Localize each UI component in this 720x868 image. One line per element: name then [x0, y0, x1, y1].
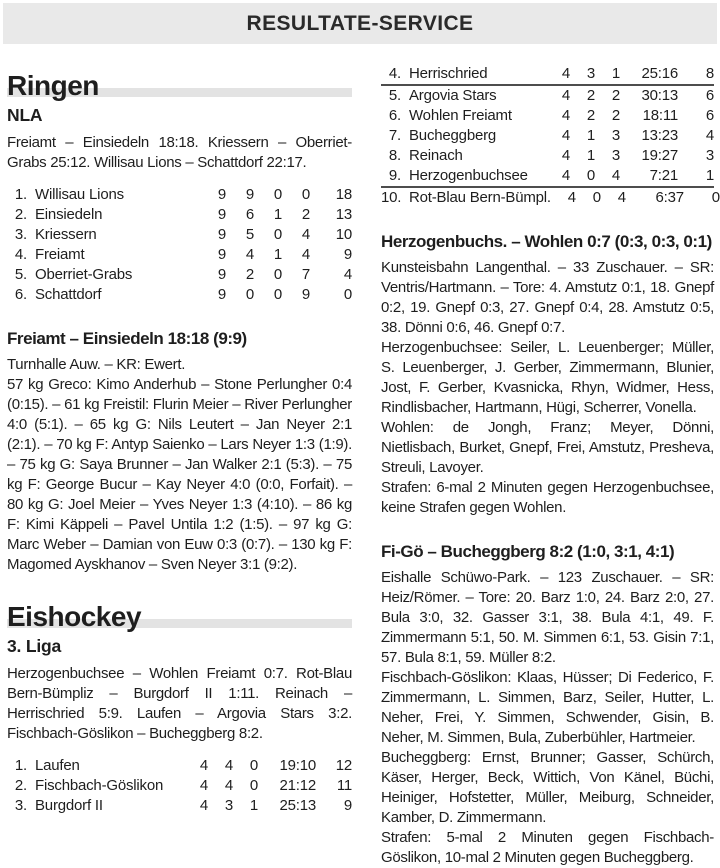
games-cell: 4 [561, 167, 570, 184]
team-cell: Reinach [409, 147, 463, 164]
lineup-away-text: Wohlen: de Jongh, Franz; Meyer, Dönni, Nietlisbach, Burket, Gnepf, Frei, Amstutz, Presheva, Streuli, Lavoyer. [381, 419, 714, 476]
match-venue-line: Turnhalle Auw. – KR: Ewert. [7, 356, 186, 373]
points-cell: 0 [711, 189, 720, 206]
standings-row [381, 146, 714, 166]
games-cell: 9 [217, 226, 226, 243]
losses-cell: 3 [611, 127, 620, 144]
league-label-3-liga: 3. Liga [7, 636, 62, 656]
wins-cell: 5 [245, 226, 254, 243]
team-cell: Oberriet-Grabs [35, 266, 133, 283]
standings-row [381, 64, 714, 86]
points-cell: 18 [335, 186, 352, 203]
points-cell: 4 [705, 127, 714, 144]
standings-row [381, 188, 720, 208]
rank-cell: 3. [14, 226, 27, 243]
standings-row [7, 245, 352, 265]
games-cell: 4 [199, 757, 208, 774]
lineup-home-text: Fischbach-Göslikon: Klaas, Hüsser; Di Federico, F. Zimmermann, L. Simmen, Barz, Seiler, Hutter, L. Neher, Frei, Y. Simmen, Schwender, Gisin, B. Neher, M. Simmen, Bula, Zuberbühler, Hartmeier. [381, 669, 714, 746]
team-cell: Einsiedeln [35, 206, 103, 223]
wins-cell: 1 [586, 147, 595, 164]
team-cell: Herrischried [409, 65, 488, 82]
points-cell: 11 [336, 777, 352, 794]
standings-row [381, 106, 714, 126]
wins-cell: 6 [245, 206, 254, 223]
points-cell: 6 [705, 87, 714, 104]
team-cell: Schattdorf [35, 286, 102, 303]
league-label-nla: NLA [7, 105, 43, 125]
section-heading-eishockey [7, 601, 352, 633]
wins-cell: 0 [592, 189, 601, 206]
goals-cell: 7:21 [649, 167, 678, 184]
games-cell: 4 [567, 189, 576, 206]
rank-cell: 1. [14, 186, 27, 203]
draws-cell: 1 [273, 246, 282, 263]
section-title-ringen: Ringen [7, 70, 99, 101]
right-column [381, 44, 720, 868]
games-cell: 9 [217, 266, 226, 283]
goals-cell: 19:10 [279, 757, 316, 774]
standings-row [7, 796, 352, 816]
games-cell: 9 [217, 246, 226, 263]
losses-cell: 4 [611, 167, 620, 184]
games-cell: 4 [561, 127, 570, 144]
team-cell: Wohlen Freiamt [409, 107, 512, 124]
team-cell: Fischbach-Göslikon [35, 777, 164, 794]
eishockey-standings-table-bottom [381, 64, 720, 208]
wins-cell: 1 [586, 127, 595, 144]
points-cell: 4 [343, 266, 352, 283]
losses-cell: 0 [301, 186, 310, 203]
match-report-title: Freiamt – Einsiedeln 18:18 (9:9) [7, 329, 247, 348]
section-heading-ringen [7, 70, 352, 102]
draws-cell: 0 [273, 186, 282, 203]
goals-cell: 25:13 [279, 797, 316, 814]
goals-cell: 25:16 [641, 65, 678, 82]
draws-cell: 1 [273, 206, 282, 223]
losses-cell: 0 [249, 777, 258, 794]
standings-row [7, 265, 352, 285]
goals-cell: 21:12 [279, 777, 316, 794]
team-cell: Argovia Stars [409, 87, 497, 104]
rank-cell: 2. [14, 206, 27, 223]
team-cell: Freiamt [35, 246, 85, 263]
losses-cell: 2 [611, 87, 620, 104]
losses-cell: 4 [301, 226, 310, 243]
rank-cell: 5. [14, 266, 27, 283]
eishockey-results-summary: Herzogenbuchsee – Wohlen Freiamt 0:7. Rot-Blau Bern-Bümpliz – Burgdorf II 1:11. Reinach – Herrischried 5:9. Laufen – Argovia Stars 3:2. Fischbach-Göslikon – Bucheggberg 8:2. [7, 665, 352, 742]
games-cell: 9 [217, 206, 226, 223]
games-cell: 9 [217, 286, 226, 303]
losses-cell: 4 [301, 246, 310, 263]
draws-cell: 0 [273, 266, 282, 283]
games-cell: 4 [561, 65, 570, 82]
results-service-banner [3, 3, 717, 44]
lineup-away-text: Bucheggberg: Ernst, Brunner; Gasser, Schürch, Käser, Herger, Beck, Wittich, Von Känel, Büchi, Heiniger, Hofstetter, Müller, Meiburg, Schneider, Kamber, D. Zimmermann. [381, 749, 714, 826]
match-report-title: Fi-Gö – Bucheggberg 8:2 (1:0, 3:1, 4:1) [381, 542, 675, 561]
newspaper-results-page [0, 3, 720, 868]
games-cell: 9 [217, 186, 226, 203]
games-cell: 4 [561, 147, 570, 164]
goals-cell: 13:23 [641, 127, 678, 144]
points-cell: 6 [705, 107, 714, 124]
standings-row [7, 285, 352, 305]
ringen-results-summary: Freiamt – Einsiedeln 18:18. Kriessern – Oberriet-Grabs 25:12. Willisau Lions – Schattdorf 22:17. [7, 134, 352, 171]
losses-cell: 2 [301, 206, 310, 223]
points-cell: 8 [705, 65, 714, 82]
match-report-herzogenbuchsee-wohlen [381, 231, 714, 518]
points-cell: 9 [343, 797, 352, 814]
rank-cell: 7. [388, 127, 401, 144]
team-cell: Herzogenbuchsee [409, 167, 528, 184]
team-cell: Willisau Lions [35, 186, 124, 203]
team-cell: Burgdorf II [35, 797, 103, 814]
goals-cell: 30:13 [641, 87, 678, 104]
standings-row [381, 86, 714, 106]
goals-cell: 19:27 [641, 147, 678, 164]
wins-cell: 3 [224, 797, 233, 814]
games-cell: 4 [561, 87, 570, 104]
rank-cell: 4. [388, 65, 401, 82]
losses-cell: 1 [249, 797, 258, 814]
standings-row [7, 776, 352, 796]
wins-cell: 9 [245, 186, 254, 203]
wins-cell: 3 [586, 65, 595, 82]
match-report-figoe-bucheggberg [381, 541, 714, 868]
wins-cell: 2 [586, 107, 595, 124]
rank-cell: 3. [14, 797, 27, 814]
wins-cell: 0 [586, 167, 595, 184]
ringen-match-report [7, 328, 352, 575]
rank-cell: 4. [14, 246, 27, 263]
rank-cell: 1. [14, 757, 27, 774]
standings-row [7, 225, 352, 245]
left-column [7, 44, 352, 868]
wins-cell: 0 [245, 286, 254, 303]
standings-row [7, 205, 352, 225]
standings-row [381, 126, 714, 146]
team-cell: Kriessern [35, 226, 97, 243]
points-cell: 1 [705, 167, 714, 184]
games-cell: 4 [561, 107, 570, 124]
rank-cell: 9. [388, 167, 401, 184]
losses-cell: 4 [617, 189, 626, 206]
losses-cell: 2 [611, 107, 620, 124]
rank-cell: 6. [388, 107, 401, 124]
losses-cell: 1 [611, 65, 620, 82]
goals-cell: 6:37 [655, 189, 684, 206]
standings-row [7, 185, 352, 205]
lineup-home-text: Herzogenbuchsee: Seiler, L. Leuenberger; Müller, S. Leuenberger, J. Gerber, Zimmermann, Blunier, Jost, F. Gerber, Kvasnicka, Rhyn, Widmer, Hess, Rindlisbacher, Hartmann, Hügi, Scherrer, Vonella. [381, 339, 714, 416]
standings-row [7, 756, 352, 776]
losses-cell: 7 [301, 266, 310, 283]
points-cell: 9 [343, 246, 352, 263]
points-cell: 0 [343, 286, 352, 303]
content-columns [0, 44, 720, 868]
losses-cell: 0 [249, 757, 258, 774]
goals-cell: 18:11 [642, 107, 678, 124]
rank-cell: 10. [381, 189, 402, 206]
points-cell: 13 [335, 206, 352, 223]
banner-title: RESULTATE-SERVICE [246, 11, 474, 35]
draws-cell: 0 [273, 226, 282, 243]
wins-cell: 4 [245, 246, 254, 263]
wins-cell: 4 [224, 777, 233, 794]
penalties-text: Strafen: 5-mal 2 Minuten gegen Fischbach-Göslikon, 10-mal 2 Minuten gegen Bucheggberg. [381, 829, 714, 866]
match-details-text: Kunsteisbahn Langenthal. – 33 Zuschauer. – SR: Ventris/Hartmann. – Tore: 4. Amstutz 0:1, 18. Gnepf 0:2, 19. Gnepf 0:3, 27. Gnepf 0:4, 28. Amstutz 0:5, 38. Dönni 0:6, 46. Gnepf 0:7. [381, 259, 714, 336]
wins-cell: 4 [224, 757, 233, 774]
match-bouts-text: 57 kg Greco: Kimo Anderhub – Stone Perlungher 0:4 (0:15). – 61 kg Freistil: Flurin Meier – River Perlungher 4:0 (5:1). – 65 kg G: Nils Leutert – Jan Neyer 2:1 (2:1). – 70 kg F: Antyp Saienko – Lars Neyer 1:3 (1:9). – 75 kg G: Saya Brunner – Jan Walker 2:1 (5:3). – 75 kg F: George Bucur – Kay Neyer 4:0 (0:0, Forfait). – 80 kg G: Joel Meier – Yves Neyer 1:3 (4:10). – 86 kg F: Kimi Käppeli – Pavel Untila 1:2 (1:5). – 97 kg G: Marc Weber – Damian von Euw 0:3 (0:7). – 130 kg F: Magomed Ayskhanov – Sven Neyer 3:1 (9:2). [7, 376, 352, 573]
points-cell: 10 [335, 226, 352, 243]
ringen-standings-table [7, 185, 352, 305]
wins-cell: 2 [245, 266, 254, 283]
team-cell: Rot-Blau Bern-Bümpl. [409, 189, 551, 206]
section-title-eishockey: Eishockey [7, 601, 142, 632]
rank-cell: 2. [14, 777, 27, 794]
rank-cell: 5. [388, 87, 401, 104]
games-cell: 4 [199, 777, 208, 794]
penalties-text: Strafen: 6-mal 2 Minuten gegen Herzogenbuchsee, keine Strafen gegen Wohlen. [381, 479, 714, 516]
rank-cell: 6. [14, 286, 27, 303]
games-cell: 4 [199, 797, 208, 814]
team-cell: Bucheggberg [409, 127, 497, 144]
losses-cell: 3 [611, 147, 620, 164]
match-details-text: Eishalle Schüwo-Park. – 123 Zuschauer. – SR: Heiz/Römer. – Tore: 20. Barz 1:0, 24. Barz 2:0, 27. Bula 3:0, 32. Gasser 3:1, 38. Bula 4:1, 49. F. Zimmermann 5:1, 50. M. Simmen 6:1, 53. Gisin 7:1, 57. Bula 8:1, 59. Müller 8:2. [381, 569, 714, 666]
rank-cell: 8. [388, 147, 401, 164]
draws-cell: 0 [273, 286, 282, 303]
points-cell: 3 [705, 147, 714, 164]
standings-row [381, 166, 714, 188]
match-report-title: Herzogenbuchs. – Wohlen 0:7 (0:3, 0:3, 0:1) [381, 232, 712, 251]
team-cell: Laufen [35, 757, 80, 774]
losses-cell: 9 [301, 286, 310, 303]
eishockey-standings-table-top [7, 756, 352, 816]
points-cell: 12 [335, 757, 352, 774]
wins-cell: 2 [586, 87, 595, 104]
